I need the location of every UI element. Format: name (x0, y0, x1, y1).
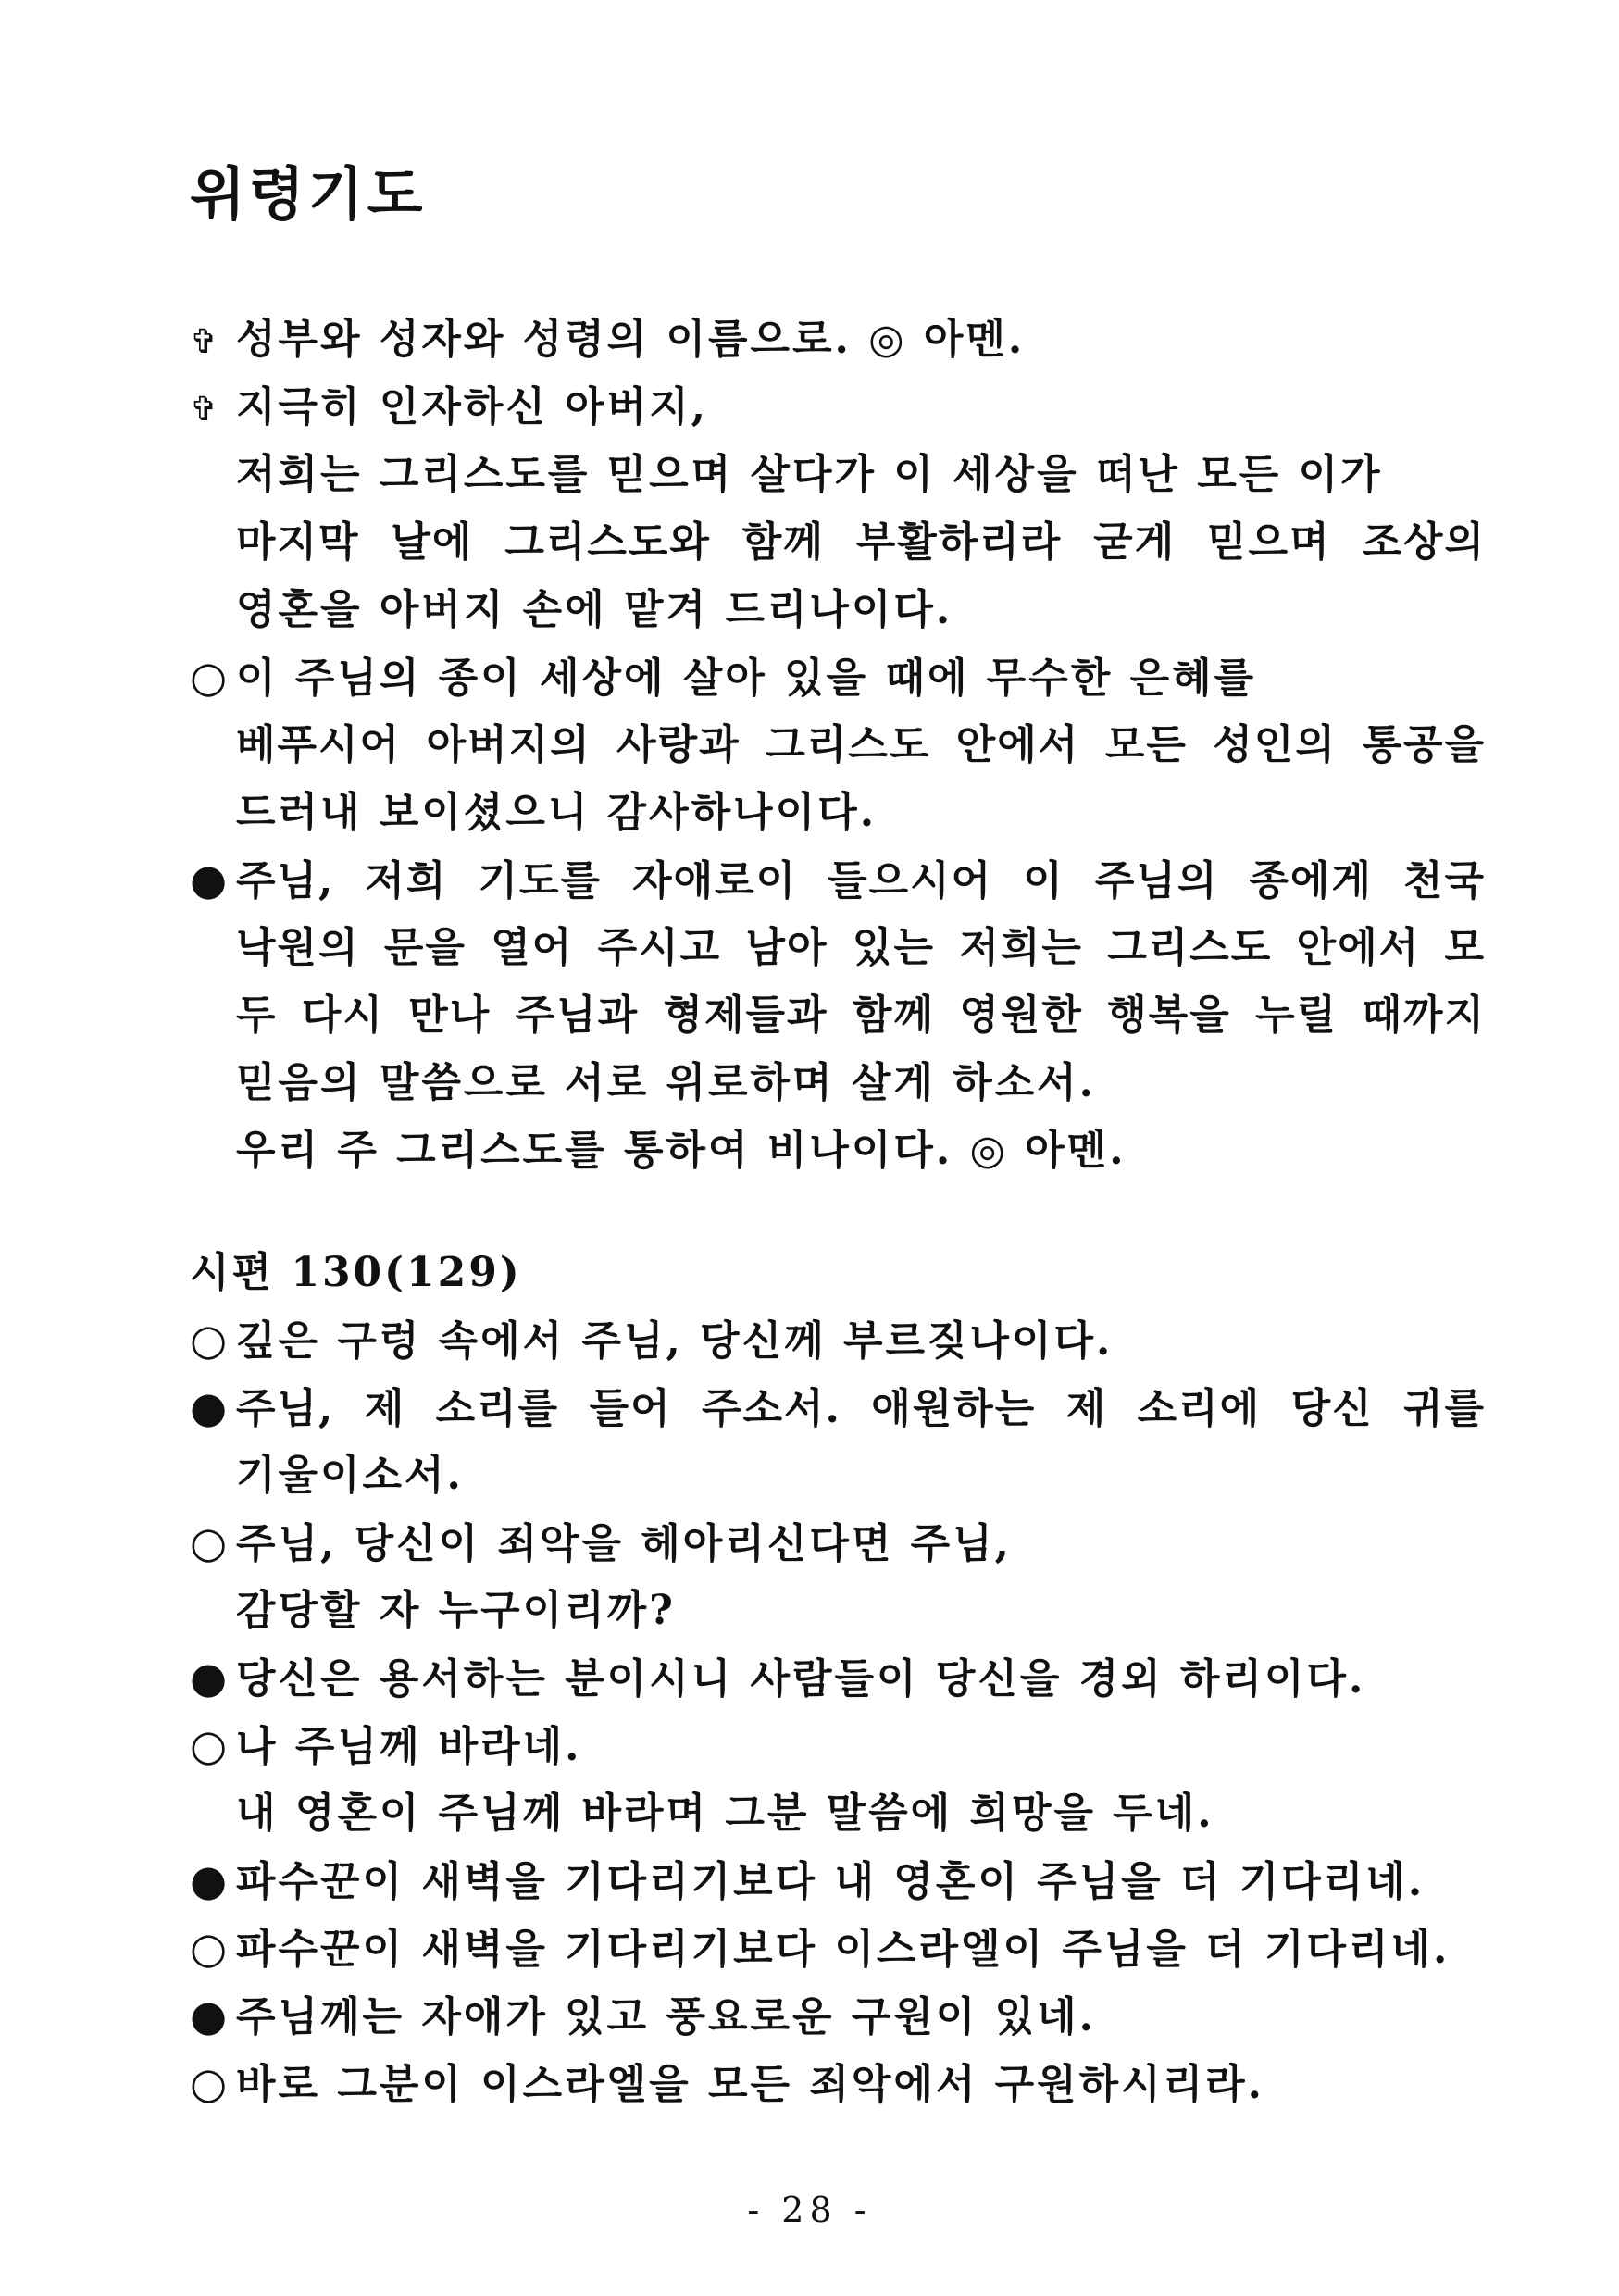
line-text: 지극히 인자하신 아버지, (236, 383, 708, 430)
line-text: 바로 그분이 이스라엘을 모든 죄악에서 구원하시리라. (236, 2061, 1264, 2108)
text-line (190, 643, 1486, 711)
page-number: - 28 - (747, 2190, 872, 2230)
text-line-continuation (190, 1049, 1486, 1117)
text-line (190, 846, 1486, 914)
text-line (190, 2050, 1486, 2117)
text-line-continuation (190, 441, 1486, 508)
line-text: 깊은 구렁 속에서 주님, 당신께 부르짖나이다. (236, 1317, 1114, 1365)
text-line-continuation (190, 914, 1486, 981)
text-line (190, 1982, 1486, 2050)
filled-circle-icon: ● (190, 1990, 230, 2040)
filled-circle-icon: ● (190, 1653, 230, 1703)
open-circle-icon: ○ (190, 2058, 230, 2108)
filled-circle-icon: ● (190, 1382, 230, 1432)
prayer-section (190, 306, 1486, 1184)
text-line-continuation (190, 779, 1486, 846)
text-line (190, 1915, 1486, 1982)
line-text: 내 영혼이 주님께 바라며 그분 말씀에 희망을 두네. (236, 1790, 1214, 1837)
line-text: 나 주님께 바라네. (236, 1723, 582, 1770)
text-line (190, 1712, 1486, 1779)
line-text: 두 다시 만나 주님과 형제들과 함께 영원한 행복을 누릴 때까지 (236, 992, 1486, 1039)
line-text: 영혼을 아버지 손에 맡겨 드리나이다. (236, 586, 953, 633)
text-line-continuation (190, 711, 1486, 779)
text-line-continuation (190, 1779, 1486, 1847)
cross-icon: ✞ (190, 323, 221, 361)
line-text: 파수꾼이 새벽을 기다리기보다 내 영혼이 주님을 더 기다리네. (236, 1858, 1426, 1905)
line-text: 드러내 보이셨으니 감사하나이다. (236, 789, 878, 836)
text-line (190, 373, 1486, 441)
line-text: 주님, 저희 기도를 자애로이 들으시어 이 주님의 종에게 천국 (236, 857, 1486, 905)
line-text: 감당할 자 누구이리까? (236, 1587, 676, 1634)
text-line (190, 1509, 1486, 1577)
open-circle-icon: ○ (190, 1923, 230, 1973)
line-text: 우리 주 그리스도를 통하여 비나이다. ◎ 아멘. (236, 1127, 1127, 1174)
line-text: 주님, 당신이 죄악을 헤아리신다면 주님, (236, 1520, 1012, 1567)
text-line-continuation (190, 576, 1486, 643)
line-text: 마지막 날에 그리스도와 함께 부활하리라 굳게 믿으며 조상의 (236, 518, 1486, 566)
open-circle-icon: ○ (190, 1517, 230, 1567)
text-line-continuation (190, 981, 1486, 1049)
line-text: 믿음의 말씀으로 서로 위로하며 살게 하소서. (236, 1059, 1096, 1106)
text-line (190, 1306, 1486, 1374)
text-line-continuation (190, 1117, 1486, 1184)
open-circle-icon: ○ (190, 652, 230, 702)
page-title: 위령기도 (190, 160, 427, 228)
line-text: 당신은 용서하는 분이시니 사람들이 당신을 경외 하리이다. (236, 1655, 1366, 1703)
text-line (190, 306, 1486, 373)
text-line (190, 1644, 1486, 1712)
line-text: 기울이소서. (236, 1452, 464, 1499)
line-text: 저희는 그리스도를 믿으며 살다가 이 세상을 떠난 모든 이가 (236, 451, 1383, 498)
line-text: 베푸시어 아버지의 사랑과 그리스도 안에서 모든 성인의 통공을 (236, 721, 1486, 768)
filled-circle-icon: ● (190, 1855, 230, 1905)
line-text: 낙원의 문을 열어 주시고 남아 있는 저희는 그리스도 안에서 모 (236, 924, 1486, 971)
cross-icon: ✞ (190, 391, 221, 429)
text-line-continuation (190, 1441, 1486, 1509)
line-text: 주님께는 자애가 있고 풍요로운 구원이 있네. (236, 1993, 1096, 2040)
line-text: 성부와 성자와 성령의 이름으로. ◎ 아멘. (236, 316, 1026, 363)
psalm-heading: 시편 130(129) (190, 1249, 522, 1296)
line-text: 주님, 제 소리를 들어 주소서. 애원하는 제 소리에 당신 귀를 (236, 1385, 1486, 1432)
filled-circle-icon: ● (190, 855, 230, 905)
psalm-lines (190, 1306, 1486, 2117)
open-circle-icon: ○ (190, 1315, 230, 1365)
open-circle-icon: ○ (190, 1720, 230, 1770)
text-line (190, 1374, 1486, 1441)
text-line-continuation (190, 508, 1486, 576)
psalm-section (190, 1239, 1486, 2117)
line-text: 파수꾼이 새벽을 기다리기보다 이스라엘이 주님을 더 기다리네. (236, 1926, 1451, 1973)
line-text: 이 주님의 종이 세상에 살아 있을 때에 무수한 은혜를 (236, 655, 1257, 702)
text-line (190, 1847, 1486, 1915)
text-line-continuation (190, 1577, 1486, 1644)
